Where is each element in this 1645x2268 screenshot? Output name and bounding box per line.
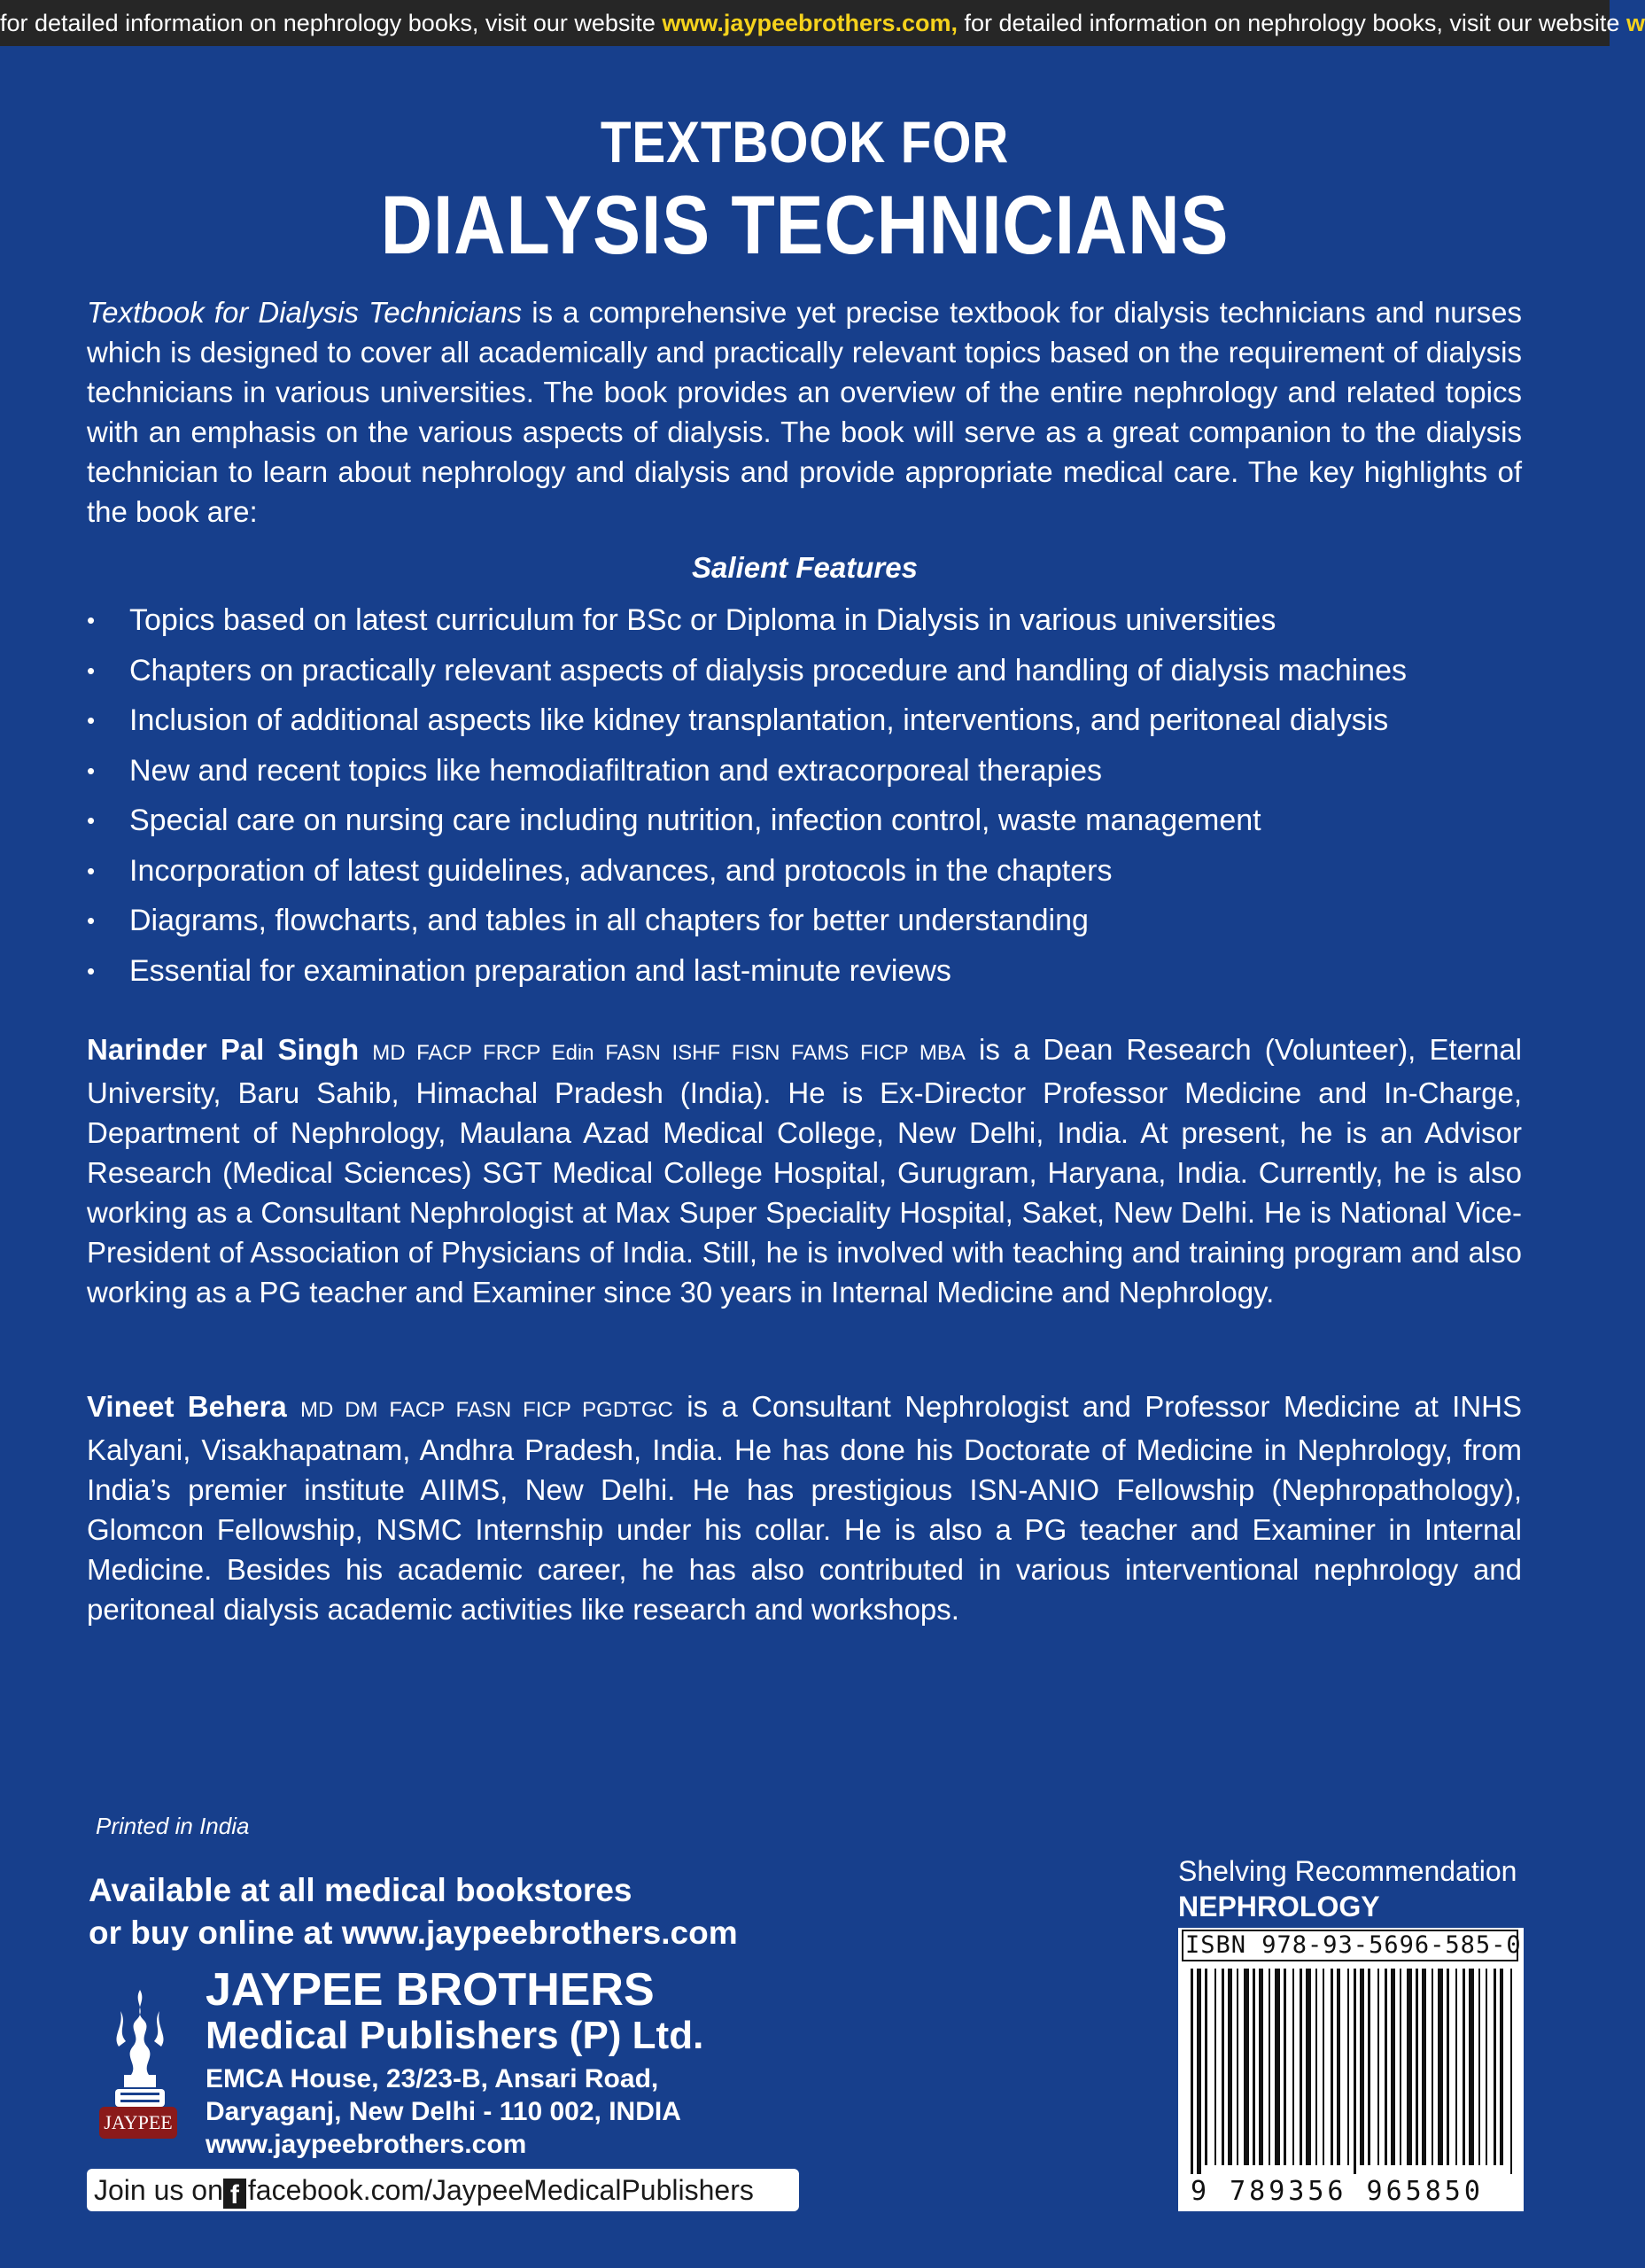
printed-in-label: Printed in India xyxy=(96,1813,250,1839)
address-line-2: Daryaganj, New Delhi - 110 002, INDIA xyxy=(206,2097,681,2126)
author-name: Narinder Pal Singh xyxy=(87,1033,360,1066)
barcode-bar xyxy=(1422,1969,1426,2165)
availability-line-2[interactable]: or buy online at www.jaypeebrothers.com xyxy=(89,1915,738,1951)
shelving-label: Shelving Recommendation xyxy=(1178,1855,1517,1887)
author-bio-2 xyxy=(87,1386,1522,1629)
barcode-bar xyxy=(1331,1969,1333,2165)
barcode-bar xyxy=(1244,1969,1249,2165)
publisher-logo-label: JAYPEE xyxy=(99,2107,177,2139)
author-bio-text: is a Dean Research (Volunteer), Eternal University, Baru Sahib, Himachal Pradesh (India). He is Ex-Director Professor Medicine and In-Charge, Department of Nephrology, Maulana Azad Medical College, New Delhi, India. At present, he is an Advisor Research (Medical Sciences) SGT Medical College Hospital, Gurugram, Haryana, India. Currently, he is also working as a Consultant Nephrologist at Max Super Speciality Hospital, Saket, New Delhi. He is National Vice-President of Association of Physicians of India. Still, he is involved with teaching and training program and also working as a PG teacher and Examiner since 30 years in Internal Medicine and Nephrology. xyxy=(87,1033,1523,1309)
barcode-bar xyxy=(1500,1969,1503,2165)
barcode-bar xyxy=(1360,1969,1364,2165)
barcode-bar xyxy=(1292,1969,1294,2165)
barcode-bar xyxy=(1228,1969,1232,2165)
barcode-bar xyxy=(1447,1969,1449,2165)
barcode-bar xyxy=(1337,1969,1340,2165)
barcode-bar xyxy=(1469,1969,1474,2165)
feature-item: • Special care on nursing care including nutrition, infection control, waste management xyxy=(87,796,1540,846)
promo-url[interactable]: www.jaypeebrothers.com, xyxy=(662,10,958,36)
social-join-bar[interactable] xyxy=(87,2169,799,2211)
barcode-bar xyxy=(1391,1969,1395,2165)
top-promo-strip xyxy=(0,0,1645,46)
barcode-bar xyxy=(1269,1969,1270,2165)
promo-text-repeat: for detailed information on nephrology books, visit our website xyxy=(958,10,1626,36)
barcode-bar xyxy=(1510,1969,1512,2174)
barcode-bar xyxy=(1478,1969,1480,2165)
barcode-bar xyxy=(1463,1969,1465,2165)
feature-item: • Diagrams, flowcharts, and tables in all chapters for better understanding xyxy=(87,896,1540,946)
barcode-bar xyxy=(1494,1969,1496,2165)
feature-item: • New and recent topics like hemodiafiltration and extracorporeal therapies xyxy=(87,746,1540,796)
barcode-bar xyxy=(1385,1969,1387,2165)
barcode-panel xyxy=(1178,1928,1524,2211)
barcode-bar xyxy=(1354,1969,1356,2174)
author-bio-1 xyxy=(87,1029,1522,1312)
barcode-bar xyxy=(1222,1969,1224,2165)
barcode-bar xyxy=(1368,1969,1370,2165)
barcode-bar xyxy=(1253,1969,1255,2165)
feature-item: • Incorporation of latest guidelines, advances, and protocols in the chapters xyxy=(87,846,1540,897)
publisher-subtitle: Medical Publishers (P) Ltd. xyxy=(206,2014,704,2057)
feature-item: • Essential for examination preparation and last-minute reviews xyxy=(87,946,1540,997)
barcode-bar xyxy=(1416,1969,1418,2165)
intro-paragraph xyxy=(87,292,1522,532)
shelving-category: NEPHROLOGY xyxy=(1178,1891,1380,1922)
availability-line-1: Available at all medical bookstores xyxy=(89,1872,632,1908)
barcode-bar xyxy=(1486,1969,1487,2165)
feature-item: • Chapters on practically relevant aspects of dialysis procedure and handling of dialysis machines xyxy=(87,646,1540,696)
barcode-bar xyxy=(1432,1969,1433,2165)
promo-url-partial: w xyxy=(1626,10,1645,36)
publisher-name: JAYPEE BROTHERS xyxy=(206,1964,655,2016)
barcode-bar xyxy=(1205,1969,1207,2165)
promo-text: for detailed information on nephrology books, visit our website xyxy=(0,10,663,36)
intro-book-title: Textbook for Dialysis Technicians xyxy=(87,296,523,329)
barcode-bar xyxy=(1315,1969,1317,2165)
barcode-number: 9 789356 965850 xyxy=(1191,2176,1484,2207)
barcode-bar xyxy=(1438,1969,1443,2165)
barcode-bar xyxy=(1400,1969,1401,2165)
author-qualifications: MD DM FACP FASN FICP PGDTGC xyxy=(300,1398,673,1422)
shelving-recommendation xyxy=(1178,1853,1517,1924)
barcode-bar xyxy=(1284,1969,1286,2165)
barcode-bar xyxy=(1237,1969,1238,2165)
barcode-bar xyxy=(1259,1969,1263,2165)
barcode-bar xyxy=(1197,1969,1201,2174)
barcode-bar xyxy=(1377,1969,1379,2165)
barcode-bar xyxy=(1455,1969,1457,2165)
address-line-1: EMCA House, 23/23-B, Ansari Road, xyxy=(206,2064,659,2093)
availability-note xyxy=(89,1869,886,1954)
facebook-url[interactable]: facebook.com/JaypeeMedicalPublishers xyxy=(247,2174,754,2206)
barcode-bar xyxy=(1214,1969,1216,2165)
barcode-bar xyxy=(1306,1969,1311,2165)
facebook-icon: f xyxy=(223,2179,246,2209)
salient-features-list xyxy=(87,595,1540,996)
join-label: Join us on xyxy=(94,2174,223,2206)
feature-item: • Inclusion of additional aspects like kidney transplantation, interventions, and peritoneal dialysis xyxy=(87,695,1540,746)
barcode-bar xyxy=(1191,1969,1193,2174)
publisher-address xyxy=(206,2062,681,2161)
barcode-bar xyxy=(1407,1969,1412,2165)
barcode-bar xyxy=(1300,1969,1302,2165)
intro-text: is a comprehensive yet precise textbook for dialysis technicians and nurses which is designed to cover all academically and practically relevant topics based on the requirement of dialysis technicians in various universities. The book provides an overview of the entire nephrology and related topics with an emphasis on the various aspects of dialysis. The book will serve as a great companion to the dialysis technician to learn about nephrology and dialysis and provide appropriate medical care. The key highlights of the book are: xyxy=(87,296,1522,528)
feature-item: • Topics based on latest curriculum for BSc or Diploma in Dialysis in various universities xyxy=(87,595,1540,646)
author-name: Vineet Behera xyxy=(87,1390,287,1423)
barcode-bars xyxy=(1191,1969,1511,2174)
barcode-bar xyxy=(1323,1969,1324,2165)
barcode-bar xyxy=(1275,1969,1280,2165)
salient-features-heading: Salient Features xyxy=(692,551,918,584)
isbn-text: ISBN 978-93-5696-585-0 xyxy=(1185,1931,1522,1959)
barcode-bar xyxy=(1347,1969,1349,2165)
author-bio-text: is a Consultant Nephrologist and Professor Medicine at INHS Kalyani, Visakhapatnam, Andhra Pradesh, India. He has done his Doctorate of Medicine in Nephrology, from India’s premier institute AIIMS, New Delhi. He has prestigious ISN-ANIO Fellowship (Nephropathology), Glomcon Fellowship, NSMC Internship under his collar. He is also a PG teacher and Examiner in Internal Medicine. Besides his academic career, he has also contributed in various interventional nephrology and peritoneal dialysis academic activities like research and workshops. xyxy=(87,1390,1522,1626)
book-title-line1: TEXTBOOK FOR xyxy=(600,109,1010,175)
author-qualifications: MD FACP FRCP Edin FASN ISHF FISN FAMS FICP MBA xyxy=(372,1041,966,1065)
book-title-line2: DIALYSIS TECHNICIANS xyxy=(380,178,1230,271)
publisher-website[interactable]: www.jaypeebrothers.com xyxy=(206,2130,527,2159)
